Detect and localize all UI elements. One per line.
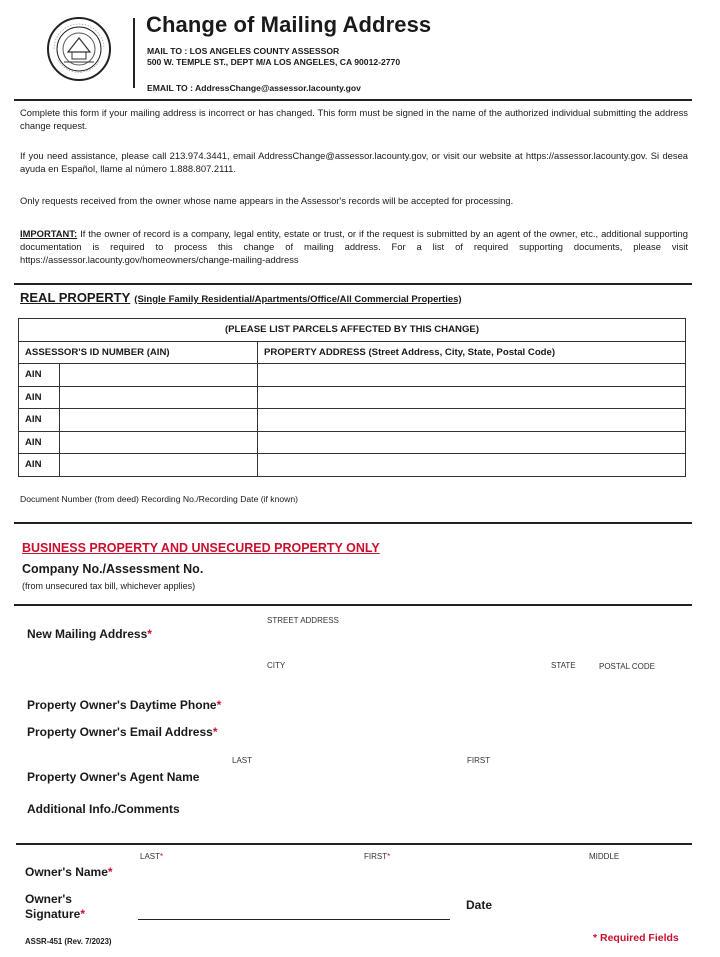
ain-input[interactable]	[60, 454, 258, 477]
header-divider	[133, 18, 135, 88]
ain-input[interactable]	[60, 386, 258, 409]
table-row	[19, 431, 686, 454]
email-to: EMAIL TO : AddressChange@assessor.lacounty.gov	[147, 83, 361, 93]
ain-input[interactable]	[60, 409, 258, 432]
comments-label: Additional Info./Comments	[27, 802, 180, 816]
section-rule-business	[14, 522, 692, 524]
property-address-input[interactable]	[258, 364, 686, 387]
ain-label: AIN	[19, 386, 60, 409]
assessor-seal	[46, 16, 112, 82]
section-rule-mailing	[14, 604, 692, 606]
ain-input[interactable]	[60, 431, 258, 454]
form-id: ASSR-451 (Rev. 7/2023)	[25, 937, 112, 946]
postal-code-caption: POSTAL CODE	[599, 662, 656, 671]
property-address-input[interactable]	[258, 454, 686, 477]
owner-signature-label: Owner's Signature*	[25, 892, 86, 921]
intro-paragraph-2: If you need assistance, please call 213.974.3441, email AddressChange@assessor.lacounty.gov, or visit our website at https://assessor.lacounty.gov. Si desea ayuda en Español, llame al número 1.888.807.2111.	[20, 150, 688, 174]
agent-first-caption: FIRST	[467, 756, 491, 765]
parcels-caption: (PLEASE LIST PARCELS AFFECTED BY THIS CHANGE)	[19, 319, 686, 342]
table-row	[19, 364, 686, 387]
real-property-title: REAL PROPERTY (Single Family Residential/Apartments/Office/All Commercial Properties)	[20, 290, 462, 305]
signature-line[interactable]	[138, 919, 450, 920]
ain-label: AIN	[19, 431, 60, 454]
section-rule-owner	[16, 843, 692, 845]
ain-label: AIN	[19, 454, 60, 477]
company-number-hint: (from unsecured tax bill, whichever applies)	[22, 581, 196, 591]
owner-last-caption: LAST*	[140, 852, 164, 861]
form-title: Change of Mailing Address	[146, 12, 432, 37]
email-address-label: Property Owner's Email Address*	[27, 725, 218, 739]
intro-paragraph-3: Only requests received from the owner whose name appears in the Assessor's records will be accepted for processing.	[20, 195, 514, 206]
col-ain-header: ASSESSOR'S ID NUMBER (AIN)	[19, 341, 258, 364]
required-fields-note: * Required Fields	[593, 932, 679, 944]
property-address-input[interactable]	[258, 386, 686, 409]
col-address-header: PROPERTY ADDRESS (Street Address, City, State, Postal Code)	[258, 341, 686, 364]
ain-label: AIN	[19, 364, 60, 387]
city-caption: CITY	[267, 661, 286, 670]
property-address-input[interactable]	[258, 431, 686, 454]
intro-paragraph-1: Complete this form if your mailing address is incorrect or has changed. This form must be signed in the name of the authorized individual submitting the address change request.	[20, 107, 688, 131]
business-property-title: BUSINESS PROPERTY AND UNSECURED PROPERTY ONLY	[22, 541, 380, 555]
ain-label: AIN	[19, 409, 60, 432]
owner-middle-caption: MIDDLE	[589, 852, 620, 861]
agent-name-label: Property Owner's Agent Name	[27, 770, 200, 784]
state-caption: STATE	[551, 661, 576, 670]
street-address-caption: STREET ADDRESS	[267, 616, 339, 625]
ain-input[interactable]	[60, 364, 258, 387]
document-number-label: Document Number (from deed) Recording No./Recording Date (if known)	[20, 494, 298, 504]
new-mailing-address-label: New Mailing Address*	[27, 627, 152, 641]
intro-paragraph-important: IMPORTANT: If the owner of record is a company, legal entity, estate or trust, or if the request is submitted by an agent of the owner, etc., additional supporting documentation is required to process this change of mailing address. For a list of required supporting documents, please visit https://assessor.lacounty.gov/homeowners/change-mailing-address	[20, 228, 688, 265]
daytime-phone-label: Property Owner's Daytime Phone*	[27, 698, 222, 712]
table-row	[19, 454, 686, 477]
header-rule	[14, 99, 692, 101]
mail-to-address: MAIL TO : LOS ANGELES COUNTY ASSESSOR 500 W. TEMPLE ST., DEPT M/A LOS ANGELES, CA 90012-2770	[147, 46, 401, 67]
parcels-table	[18, 318, 686, 477]
owner-first-caption: FIRST*	[364, 852, 391, 861]
property-address-input[interactable]	[258, 409, 686, 432]
owner-name-label: Owner's Name*	[25, 865, 113, 879]
table-row	[19, 409, 686, 432]
company-number-label: Company No./Assessment No.	[22, 562, 204, 576]
date-label: Date	[466, 898, 493, 912]
table-row	[19, 386, 686, 409]
section-rule-real	[14, 283, 692, 285]
agent-last-caption: LAST	[232, 756, 253, 765]
